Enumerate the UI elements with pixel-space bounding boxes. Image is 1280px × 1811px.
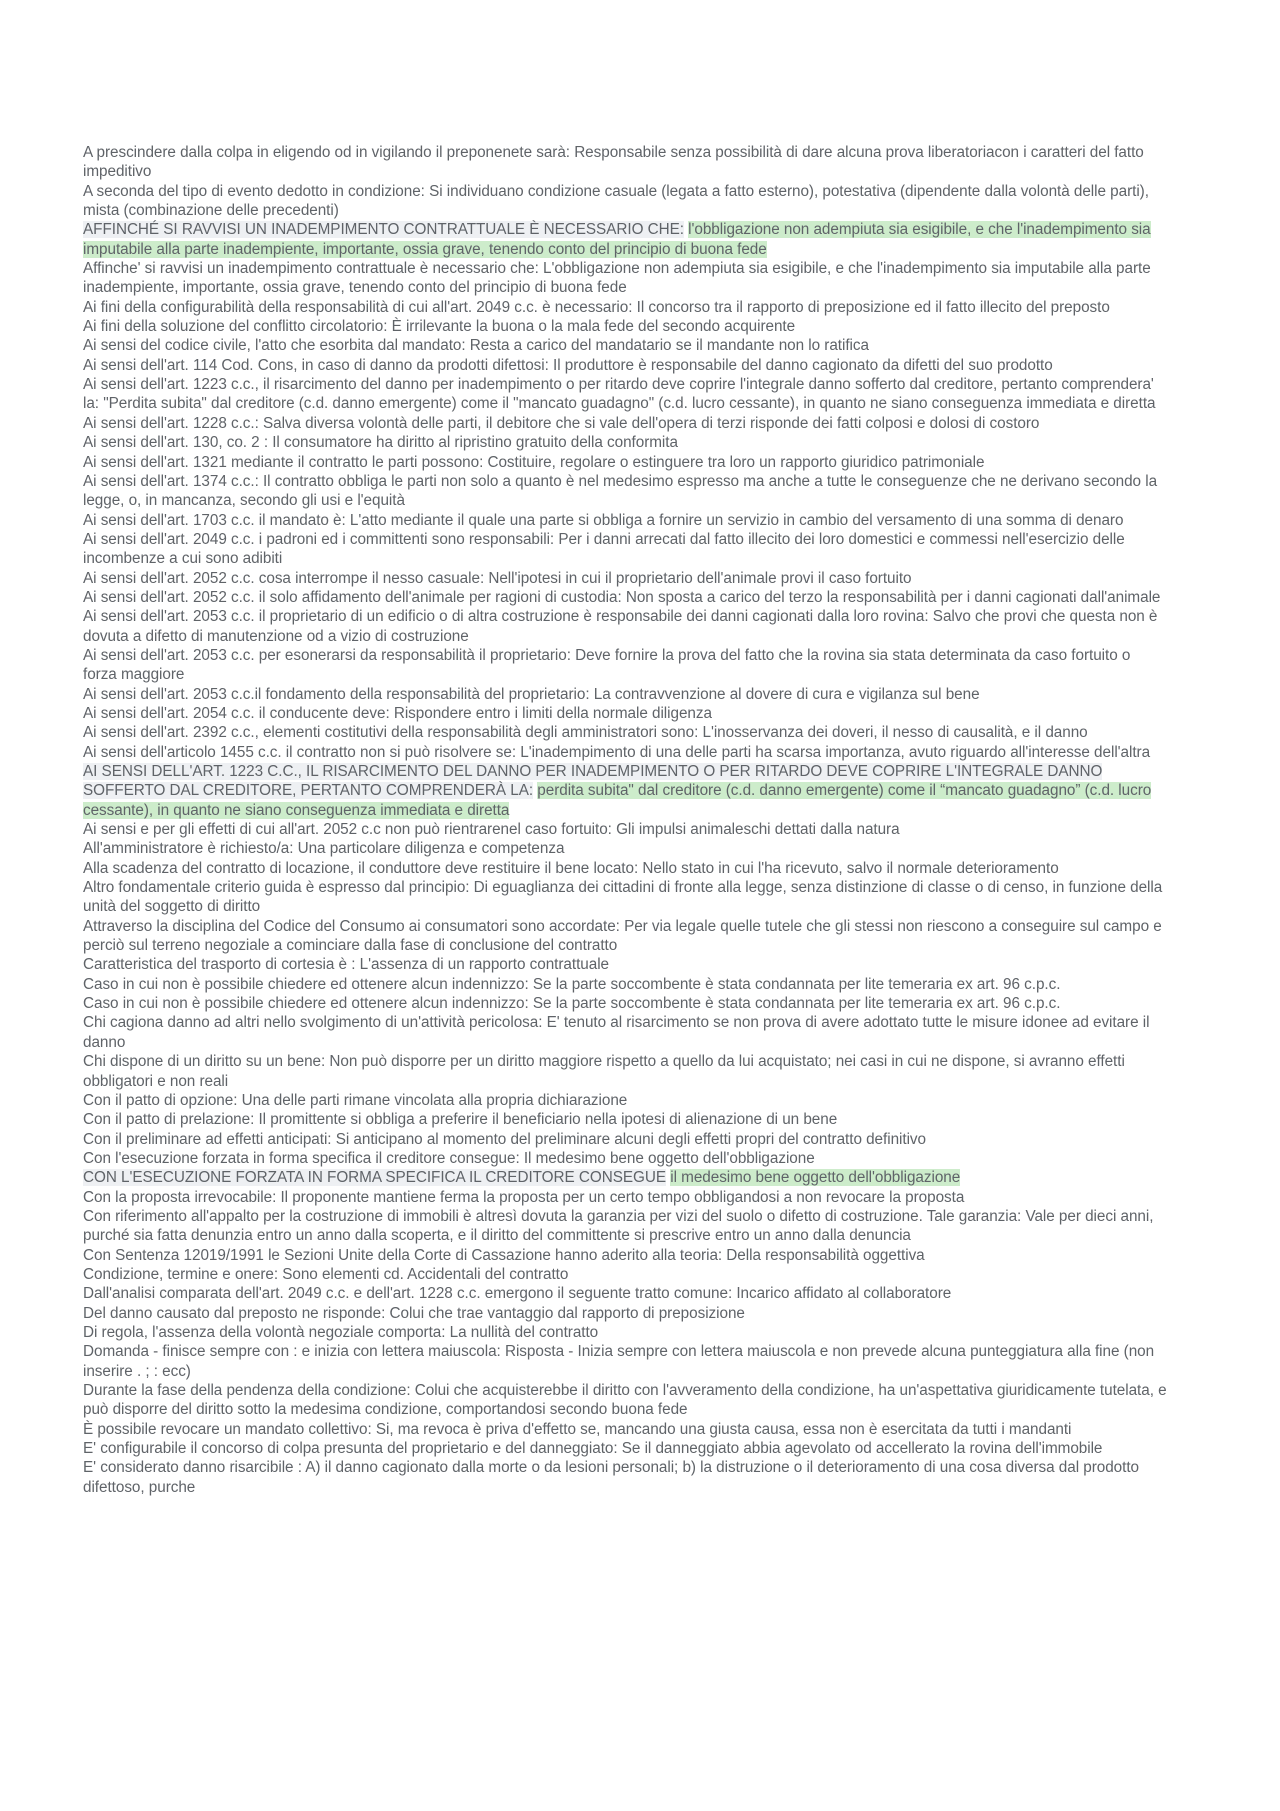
text-entry: Ai sensi dell'art. 2054 c.c. il conducente deve: Rispondere entro i limiti della normale diligenza <box>83 704 712 722</box>
text-entry: Con il patto di opzione: Una delle parti rimane vincolata alla propria dichiarazione <box>83 1091 628 1109</box>
text-entry: Ai sensi e per gli effetti di cui all'art. 2052 c.c non può rientrarenel caso fortuito: Gli impulsi animaleschi dettati dalla natura <box>83 821 900 839</box>
text-entry: Ai sensi dell'art. 114 Cod. Cons, in caso di danno da prodotti difettosi: Il produttore è responsabile del danno cagionato da difetti del suo prodotto <box>83 356 1053 374</box>
text-entry: Ai sensi dell'art. 1703 c.c. il mandato è: L'atto mediante il quale una parte si obbliga a fornire un servizio in cambio del versamento di una somma di denaro <box>83 511 1124 529</box>
text-entry: All'amministratore è richiesto/a: Una particolare diligenza e competenza <box>83 840 565 858</box>
highlighted-question: AI SENSI DELL'ART. 1223 C.C., IL RISARCIMENTO DEL DANNO PER INADEMPIMENTO O PER RITARDO DEVE COPRIRE L'INTEGRALE DANNO SOFFERTO DAL CREDITORE, PERTANTO COMPRENDERÀ LA: <box>83 763 1103 800</box>
text-entry: Con la proposta irrevocabile: Il proponente mantiene ferma la proposta per un certo tempo obbligandosi a non revocare la proposta <box>83 1188 965 1206</box>
text-entry: Chi cagiona danno ad altri nello svolgimento di un'attività pericolosa: E' tenuto al risarcimento se non prova di avere adottato tutte le misure idonee ad evitare il danno <box>83 1014 1150 1051</box>
text-entry: Ai sensi dell'art. 1321 mediante il contratto le parti possono: Costituire, regolare o estinguere tra loro un rapporto giuridico patrimoniale <box>83 453 985 471</box>
highlighted-entry <box>83 220 1168 259</box>
highlighted-answer: perdita subita" dal creditore (c.d. danno emergente) come il “mancato guadagno” (c.d. lucro cessante), in quanto ne siano conseguenza immediata e diretta <box>83 782 1152 819</box>
text-entry: Ai sensi del codice civile, l'atto che esorbita dal mandato: Resta a carico del mandatario se il mandante non lo ratifica <box>83 337 869 355</box>
text-entry: Ai fini della configurabilità della responsabilità di cui all'art. 2049 c.c. è necessario: Il concorso tra il rapporto di preposizione ed il fatto illecito del preposto <box>83 298 1110 316</box>
text-entry: Con l'esecuzione forzata in forma specifica il creditore consegue: Il medesimo bene oggetto dell'obbligazione <box>83 1149 815 1167</box>
text-entry: Con il preliminare ad effetti anticipati: Si anticipano al momento del preliminare alcuni degli effetti propri del contratto definitivo <box>83 1130 926 1148</box>
text-entry: Ai sensi dell'art. 1228 c.c.: Salva diversa volontà delle parti, il debitore che si vale dell'opera di terzi risponde dei fatti colposi e dolosi di costoro <box>83 414 1040 432</box>
text-entry: Caratteristica del trasporto di cortesia è : L'assenza di un rapporto contrattuale <box>83 956 609 974</box>
highlighted-question: AFFINCHÉ SI RAVVISI UN INADEMPIMENTO CONTRATTUALE È NECESSARIO CHE: <box>83 221 684 239</box>
text-entry: Ai sensi dell'art. 1223 c.c., il risarcimento del danno per inadempimento o per ritardo deve coprire l'integrale danno sofferto dal creditore, pertanto comprendera' la: "Perdita subita" dal creditore (c.d. danno emergente) come il "mancato guadagno" (c.d. lucro cessante), in quanto ne siano conseguenza immediata e diretta <box>83 376 1156 413</box>
text-entry: Chi dispone di un diritto su un bene: Non può disporre per un diritto maggiore rispetto a quello da lui acquistato; nei casi in cui ne dispone, si avranno effetti obbligatori e non reali <box>83 1053 1125 1090</box>
text-entry: Condizione, termine e onere: Sono elementi cd. Accidentali del contratto <box>83 1265 569 1283</box>
document-page <box>83 143 1168 1497</box>
text-entry: Affinche' si ravvisi un inadempimento contrattuale è necessario che: L'obbligazione non adempiuta sia esigibile, e che l'inadempimento sia imputabile alla parte inadempiente, importante, ossia grave, tenendo conto del principio di buona fede <box>83 260 1151 297</box>
text-entry: È possibile revocare un mandato collettivo: Si, ma revoca è priva d'effetto se, mancando una giusta causa, essa non è esercitata da tutti i mandanti <box>83 1420 1072 1438</box>
highlighted-answer: il medesimo bene oggetto dell'obbligazione <box>670 1169 961 1187</box>
text-entry: Ai sensi dell'art. 2053 c.c. il proprietario di un edificio o di altra costruzione è responsabile dei danni cagionati dalla loro rovina: Salvo che provi che questa non è dovuta a difetto di manutenzione od a vizio di costruzione <box>83 608 1158 645</box>
text-entry: Ai sensi dell'art. 1374 c.c.: Il contratto obbliga le parti non solo a quanto è nel medesimo espresso ma anche a tutte le conseguenze che ne derivano secondo la legge, o, in mancanza, secondo gli usi e l'equità <box>83 472 1158 510</box>
text-entry: A seconda del tipo di evento dedotto in condizione: Si individuano condizione casuale (legata a fatto esterno), potestativa (dipendente dalla volontà delle parti), mista (combinazione delle precedenti) <box>83 182 1149 220</box>
highlighted-answer: l'obbligazione non adempiuta sia esigibile, e che l'inadempimento sia imputabile alla parte inadempiente, importante, ossia grave, tenendo conto del principio di buona fede <box>83 221 1151 258</box>
text-entry: Ai fini della soluzione del conflitto circolatorio: È irrilevante la buona o la mala fede del secondo acquirente <box>83 318 796 336</box>
text-entry: Caso in cui non è possibile chiedere ed ottenere alcun indennizzo: Se la parte soccombente è stata condannata per lite temeraria ex art. 96 c.p.c. <box>83 995 1061 1013</box>
text-entry: Durante la fase della pendenza della condizione: Colui che acquisterebbe il diritto con l'avveramento della condizione, ha un'aspettativa giuridicamente tutelata, e può disporre del diritto sotto la medesima condizione, comportandosi secondo buona fede <box>83 1382 1167 1419</box>
text-entry: Di regola, l'assenza della volontà negoziale comporta: La nullità del contratto <box>83 1323 599 1341</box>
text-entry: Ai sensi dell'articolo 1455 c.c. il contratto non si può risolvere se: L'inadempimento di una delle parti ha scarsa importanza, avuto riguardo all'interesse dell'altra <box>83 743 1151 761</box>
text-entry: Ai sensi dell'art. 2049 c.c. i padroni ed i committenti sono responsabili: Per i danni arrecati dal fatto illecito dei loro domestici e commessi nell'esercizio delle incombenze a cui sono adibiti <box>83 530 1125 568</box>
text-entry: Con riferimento all'appalto per la costruzione di immobili è altresì dovuta la garanzia per vizi del suolo o difetto di costruzione. Tale garanzia: Vale per dieci anni, purché sia fatta denunzia entro un anno dalla scoperta, e il diritto del committente si prescrive entro un anno dalla denuncia <box>83 1207 1154 1245</box>
text-entry: Ai sensi dell'art. 2052 c.c. il solo affidamento dell'animale per ragioni di custodia: Non sposta a carico del terzo la responsabilità per i danni cagionati dall'animale <box>83 588 1161 606</box>
text-entry: Con Sentenza 12019/1991 le Sezioni Unite della Corte di Cassazione hanno aderito alla teoria: Della responsabilità oggettiva <box>83 1246 925 1264</box>
text-entry: Ai sensi dell'art. 2053 c.c.il fondamento della responsabilità del proprietario: La contravvenzione al dovere di cura e vigilanza sul bene <box>83 685 980 703</box>
text-entry: Altro fondamentale criterio guida è espresso dal principio: Di eguaglianza dei cittadini di fronte alla legge, senza distinzione di classe o di censo, in funzione della unità del soggetto di diritto <box>83 879 1163 916</box>
text-entry: Ai sensi dell'art. 130, co. 2 : Il consumatore ha diritto al ripristino gratuito della conformita <box>83 434 678 452</box>
highlighted-entry <box>83 762 1168 820</box>
text-entry: Alla scadenza del contratto di locazione, il conduttore deve restituire il bene locato: Nello stato in cui l'ha ricevuto, salvo il normale deterioramento <box>83 859 1059 877</box>
text-entry: Con il patto di prelazione: Il promittente si obbliga a preferire il beneficiario nella ipotesi di alienazione di un bene <box>83 1111 838 1129</box>
text-entry: A prescindere dalla colpa in eligendo od in vigilando il preponenete sarà: Responsabile senza possibilità di dare alcuna prova liberatoriacon i caratteri del fatto impeditivo <box>83 144 1144 181</box>
text-entry: Ai sensi dell'art. 2053 c.c. per esonerarsi da responsabilità il proprietario: Deve fornire la prova del fatto che la rovina sia stata determinata da caso fortuito o forza maggiore <box>83 646 1131 684</box>
text-entry: Domanda - finisce sempre con : e inizia con lettera maiuscola: Risposta - Inizia sempre con lettera maiuscola e non prevede alcuna punteggiatura alla fine (non inserire . ; : ecc) <box>83 1343 1155 1380</box>
text-entry: E' configurabile il concorso di colpa presunta del proprietario e del danneggiato: Se il danneggiato abbia agevolato od accellerato la rovina dell'immobile <box>83 1440 1103 1458</box>
text-entry: E' considerato danno risarcibile : A) il danno cagionato dalla morte o da lesioni personali; b) la distruzione o il deterioramento di una cosa diversa dal prodotto difettoso, purche <box>83 1459 1139 1496</box>
text-entry: Caso in cui non è possibile chiedere ed ottenere alcun indennizzo: Se la parte soccombente è stata condannata per lite temeraria ex art. 96 c.p.c. <box>83 975 1061 993</box>
text-entry: Attraverso la disciplina del Codice del Consumo ai consumatori sono accordate: Per via legale quelle tutele che gli stessi non riescono a conseguire sul campo e perciò sul terreno negoziale a cominciare dalla fase di conclusione del contratto <box>83 917 1162 955</box>
text-entry: Ai sensi dell'art. 2392 c.c., elementi costitutivi della responsabilità degli amministratori sono: L'inosservanza dei doveri, il nesso di causalità, e il danno <box>83 724 1088 742</box>
text-entry: Dall'analisi comparata dell'art. 2049 c.c. e dell'art. 1228 c.c. emergono il seguente tratto comune: Incarico affidato al collaboratore <box>83 1285 952 1303</box>
text-entry: Ai sensi dell'art. 2052 c.c. cosa interrompe il nesso casuale: Nell'ipotesi in cui il proprietario dell'animale provi il caso fortuito <box>83 569 912 587</box>
text-entry: Del danno causato dal preposto ne risponde: Colui che trae vantaggio dal rapporto di preposizione <box>83 1304 745 1322</box>
highlighted-entry <box>83 1168 1168 1187</box>
highlighted-question: CON L'ESECUZIONE FORZATA IN FORMA SPECIFICA IL CREDITORE CONSEGUE <box>83 1169 667 1187</box>
